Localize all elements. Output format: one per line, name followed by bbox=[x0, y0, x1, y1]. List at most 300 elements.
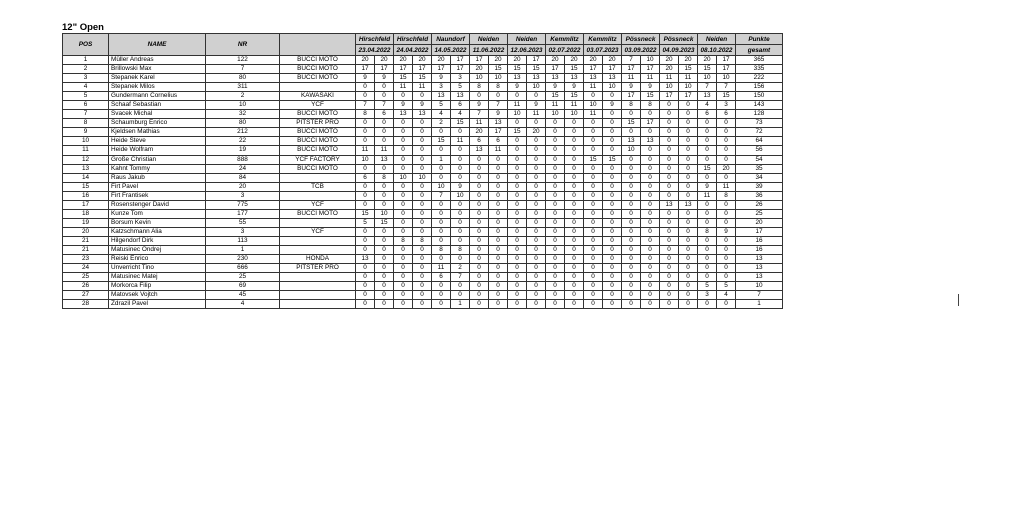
cell-name: Kunze Tom bbox=[109, 209, 206, 218]
cell-score: 20 bbox=[679, 56, 698, 65]
cell-score: 8 bbox=[394, 236, 413, 245]
cell-total: 16 bbox=[736, 236, 783, 245]
cell-score: 0 bbox=[375, 255, 394, 264]
cell-score: 7 bbox=[698, 83, 717, 92]
cell-score: 0 bbox=[451, 164, 470, 173]
cell-score: 17 bbox=[451, 56, 470, 65]
cell-score: 0 bbox=[375, 200, 394, 209]
cell-score: 0 bbox=[717, 200, 736, 209]
cell-score: 11 bbox=[527, 110, 546, 119]
cell-score: 0 bbox=[565, 119, 584, 128]
cell-score: 0 bbox=[679, 236, 698, 245]
cell-score: 0 bbox=[356, 227, 375, 236]
cell-team: PITSTER PRO bbox=[280, 264, 356, 273]
cell-score: 4 bbox=[717, 291, 736, 300]
cell-score: 0 bbox=[565, 300, 584, 309]
cell-score: 0 bbox=[451, 200, 470, 209]
cell-team: HONDA bbox=[280, 255, 356, 264]
cell-score: 0 bbox=[394, 218, 413, 227]
cell-score: 0 bbox=[546, 273, 565, 282]
cell-score: 1 bbox=[432, 155, 451, 164]
cell-total: 34 bbox=[736, 173, 783, 182]
cell-score: 0 bbox=[622, 218, 641, 227]
cell-score: 0 bbox=[394, 264, 413, 273]
cell-score: 17 bbox=[432, 65, 451, 74]
cell-score: 0 bbox=[413, 164, 432, 173]
cell-total: 1 bbox=[736, 300, 783, 309]
cell-score: 0 bbox=[375, 128, 394, 137]
cell-score: 0 bbox=[546, 264, 565, 273]
cell-score: 0 bbox=[622, 255, 641, 264]
cell-score: 0 bbox=[622, 209, 641, 218]
cell-score: 10 bbox=[470, 74, 489, 83]
cell-score: 0 bbox=[584, 164, 603, 173]
cell-score: 10 bbox=[622, 146, 641, 155]
header-event-place: Pössneck bbox=[660, 34, 698, 45]
cell-score: 0 bbox=[470, 236, 489, 245]
cell-score: 0 bbox=[546, 119, 565, 128]
cell-score: 0 bbox=[413, 155, 432, 164]
cell-score: 0 bbox=[394, 291, 413, 300]
cell-score: 0 bbox=[470, 264, 489, 273]
cell-score: 13 bbox=[413, 110, 432, 119]
cell-team: BUCCI MOTO bbox=[280, 110, 356, 119]
cell-score: 9 bbox=[508, 83, 527, 92]
cell-score: 0 bbox=[698, 128, 717, 137]
results-table-container bbox=[62, 33, 783, 309]
cell-score: 0 bbox=[432, 200, 451, 209]
cell-name: Heide Steve bbox=[109, 137, 206, 146]
cell-score: 0 bbox=[565, 209, 584, 218]
cell-score: 0 bbox=[660, 137, 679, 146]
cell-score: 20 bbox=[660, 56, 679, 65]
cell-score: 0 bbox=[356, 236, 375, 245]
cell-score: 0 bbox=[527, 92, 546, 101]
header-nr: NR bbox=[206, 34, 280, 56]
cell-score: 0 bbox=[679, 182, 698, 191]
cell-score: 17 bbox=[717, 56, 736, 65]
cell-score: 0 bbox=[584, 92, 603, 101]
cell-score: 0 bbox=[603, 245, 622, 254]
cell-team bbox=[280, 245, 356, 254]
cell-score: 10 bbox=[356, 155, 375, 164]
cell-score: 15 bbox=[546, 92, 565, 101]
cell-score: 0 bbox=[394, 209, 413, 218]
cell-name: Unverricht Tino bbox=[109, 264, 206, 273]
cell-score: 0 bbox=[565, 291, 584, 300]
table-row bbox=[63, 255, 783, 264]
cell-score: 15 bbox=[375, 218, 394, 227]
cell-score: 0 bbox=[717, 255, 736, 264]
cell-score: 0 bbox=[717, 245, 736, 254]
table-row bbox=[63, 273, 783, 282]
cell-score: 0 bbox=[641, 273, 660, 282]
cell-score: 0 bbox=[527, 245, 546, 254]
cell-nr: 55 bbox=[206, 218, 280, 227]
cell-pos: 10 bbox=[63, 137, 109, 146]
table-row bbox=[63, 300, 783, 309]
cell-score: 0 bbox=[603, 236, 622, 245]
cell-score: 0 bbox=[679, 218, 698, 227]
cell-team: KAWASAKI bbox=[280, 92, 356, 101]
cell-score: 0 bbox=[451, 173, 470, 182]
cell-score: 0 bbox=[508, 209, 527, 218]
cell-score: 0 bbox=[717, 173, 736, 182]
cell-score: 0 bbox=[470, 173, 489, 182]
cell-name: Stepanek Karel bbox=[109, 74, 206, 83]
cell-score: 0 bbox=[470, 300, 489, 309]
cell-score: 13 bbox=[451, 92, 470, 101]
table-row bbox=[63, 182, 783, 191]
cell-score: 20 bbox=[356, 56, 375, 65]
cell-score: 0 bbox=[546, 218, 565, 227]
cell-score: 15 bbox=[508, 65, 527, 74]
cell-score: 0 bbox=[451, 255, 470, 264]
cell-score: 0 bbox=[489, 255, 508, 264]
cell-score: 11 bbox=[565, 101, 584, 110]
cell-score: 0 bbox=[432, 291, 451, 300]
cell-score: 0 bbox=[470, 209, 489, 218]
cell-score: 0 bbox=[584, 128, 603, 137]
cell-score: 0 bbox=[508, 264, 527, 273]
cell-score: 0 bbox=[527, 137, 546, 146]
cell-score: 0 bbox=[375, 291, 394, 300]
cell-score: 15 bbox=[565, 92, 584, 101]
cell-score: 7 bbox=[356, 101, 375, 110]
cell-score: 5 bbox=[698, 282, 717, 291]
cell-score: 0 bbox=[508, 300, 527, 309]
cell-score: 7 bbox=[622, 56, 641, 65]
cell-score: 10 bbox=[660, 83, 679, 92]
cell-score: 0 bbox=[679, 255, 698, 264]
cell-score: 0 bbox=[470, 227, 489, 236]
cell-nr: 69 bbox=[206, 282, 280, 291]
cell-score: 15 bbox=[394, 74, 413, 83]
cell-score: 15 bbox=[641, 92, 660, 101]
cell-score: 3 bbox=[451, 74, 470, 83]
cell-score: 20 bbox=[565, 56, 584, 65]
header-event-place: Neiden bbox=[698, 34, 736, 45]
cell-score: 0 bbox=[394, 155, 413, 164]
cell-score: 6 bbox=[451, 101, 470, 110]
cell-total: 73 bbox=[736, 119, 783, 128]
cell-score: 0 bbox=[679, 300, 698, 309]
cell-score: 10 bbox=[641, 56, 660, 65]
cell-score: 0 bbox=[470, 155, 489, 164]
cell-name: Brillowski Max bbox=[109, 65, 206, 74]
table-row bbox=[63, 282, 783, 291]
cell-score: 20 bbox=[527, 128, 546, 137]
cell-score: 0 bbox=[641, 264, 660, 273]
cell-pos: 20 bbox=[63, 227, 109, 236]
cell-nr: 311 bbox=[206, 83, 280, 92]
header-event-date: 02.07.2022 bbox=[546, 45, 584, 56]
cell-score: 0 bbox=[413, 182, 432, 191]
cell-score: 20 bbox=[698, 56, 717, 65]
cell-score: 0 bbox=[432, 282, 451, 291]
cell-score: 0 bbox=[375, 300, 394, 309]
cell-pos: 21 bbox=[63, 236, 109, 245]
cell-score: 0 bbox=[432, 218, 451, 227]
table-row bbox=[63, 236, 783, 245]
cell-score: 0 bbox=[489, 182, 508, 191]
table-row bbox=[63, 56, 783, 65]
cell-score: 0 bbox=[527, 164, 546, 173]
cell-score: 0 bbox=[527, 218, 546, 227]
cell-pos: 19 bbox=[63, 218, 109, 227]
table-row bbox=[63, 164, 783, 173]
cell-score: 0 bbox=[603, 182, 622, 191]
cell-score: 0 bbox=[565, 164, 584, 173]
cell-score: 0 bbox=[451, 218, 470, 227]
cell-score: 13 bbox=[470, 146, 489, 155]
cell-score: 0 bbox=[451, 236, 470, 245]
cell-score: 2 bbox=[451, 264, 470, 273]
cell-score: 0 bbox=[394, 182, 413, 191]
cell-score: 0 bbox=[508, 200, 527, 209]
cell-score: 17 bbox=[375, 65, 394, 74]
cell-score: 0 bbox=[679, 128, 698, 137]
cell-score: 0 bbox=[432, 146, 451, 155]
cell-score: 0 bbox=[432, 173, 451, 182]
cell-score: 0 bbox=[584, 291, 603, 300]
cell-pos: 12 bbox=[63, 155, 109, 164]
cell-score: 6 bbox=[717, 110, 736, 119]
cell-score: 0 bbox=[603, 191, 622, 200]
cell-score: 10 bbox=[698, 74, 717, 83]
cell-score: 0 bbox=[565, 227, 584, 236]
cell-score: 0 bbox=[394, 200, 413, 209]
results-table bbox=[62, 33, 783, 309]
cell-score: 0 bbox=[413, 291, 432, 300]
table-row bbox=[63, 191, 783, 200]
cell-score: 0 bbox=[603, 209, 622, 218]
cell-team: YCF FACTORY bbox=[280, 155, 356, 164]
cell-score: 0 bbox=[603, 273, 622, 282]
cell-score: 17 bbox=[622, 92, 641, 101]
cell-score: 0 bbox=[470, 182, 489, 191]
cell-score: 0 bbox=[508, 137, 527, 146]
cell-name: Hilgendorf Dirk bbox=[109, 236, 206, 245]
cell-team: YCF bbox=[280, 101, 356, 110]
cell-score: 0 bbox=[527, 236, 546, 245]
cell-score: 0 bbox=[698, 236, 717, 245]
cell-score: 9 bbox=[717, 227, 736, 236]
cell-score: 0 bbox=[413, 200, 432, 209]
cell-score: 10 bbox=[451, 191, 470, 200]
cell-score: 8 bbox=[413, 236, 432, 245]
cell-name: Gundermann Cornelius bbox=[109, 92, 206, 101]
cell-score: 0 bbox=[622, 273, 641, 282]
cell-name: Schaumburg Enrico bbox=[109, 119, 206, 128]
cell-score: 11 bbox=[451, 137, 470, 146]
cell-score: 0 bbox=[527, 191, 546, 200]
cell-score: 0 bbox=[451, 291, 470, 300]
cell-score: 20 bbox=[546, 56, 565, 65]
cell-score: 15 bbox=[508, 128, 527, 137]
cell-score: 0 bbox=[717, 155, 736, 164]
cell-score: 5 bbox=[356, 218, 375, 227]
cell-score: 8 bbox=[641, 101, 660, 110]
cell-score: 0 bbox=[698, 137, 717, 146]
cell-score: 0 bbox=[394, 255, 413, 264]
cell-score: 0 bbox=[584, 200, 603, 209]
cell-score: 0 bbox=[641, 173, 660, 182]
table-row bbox=[63, 173, 783, 182]
cell-score: 0 bbox=[432, 209, 451, 218]
cell-score: 0 bbox=[717, 146, 736, 155]
cell-score: 0 bbox=[527, 264, 546, 273]
cell-score: 0 bbox=[660, 282, 679, 291]
cell-score: 11 bbox=[394, 83, 413, 92]
cell-total: 143 bbox=[736, 101, 783, 110]
cell-nr: 80 bbox=[206, 119, 280, 128]
cell-score: 0 bbox=[565, 155, 584, 164]
cell-score: 2 bbox=[432, 119, 451, 128]
cell-score: 0 bbox=[489, 236, 508, 245]
cell-pos: 3 bbox=[63, 74, 109, 83]
cell-score: 0 bbox=[603, 282, 622, 291]
cell-score: 0 bbox=[394, 146, 413, 155]
cell-score: 0 bbox=[489, 155, 508, 164]
cell-score: 0 bbox=[356, 282, 375, 291]
header-event-date: 12.06.2023 bbox=[508, 45, 546, 56]
cell-score: 0 bbox=[698, 245, 717, 254]
cell-score: 0 bbox=[394, 227, 413, 236]
cell-pos: 13 bbox=[63, 164, 109, 173]
cell-pos: 24 bbox=[63, 264, 109, 273]
cell-score: 10 bbox=[679, 83, 698, 92]
cell-score: 0 bbox=[470, 200, 489, 209]
cell-total: 54 bbox=[736, 155, 783, 164]
cell-score: 0 bbox=[660, 227, 679, 236]
cell-score: 7 bbox=[432, 191, 451, 200]
cell-score: 0 bbox=[679, 101, 698, 110]
cell-score: 0 bbox=[641, 236, 660, 245]
cell-total: 222 bbox=[736, 74, 783, 83]
cell-score: 0 bbox=[641, 164, 660, 173]
cell-score: 7 bbox=[489, 101, 508, 110]
cell-score: 0 bbox=[489, 218, 508, 227]
cell-score: 20 bbox=[717, 164, 736, 173]
cell-score: 0 bbox=[508, 273, 527, 282]
cell-score: 0 bbox=[394, 282, 413, 291]
cell-total: 7 bbox=[736, 291, 783, 300]
cell-score: 13 bbox=[641, 137, 660, 146]
cell-score: 0 bbox=[565, 191, 584, 200]
cell-name: Matusinec Matej bbox=[109, 273, 206, 282]
cell-team bbox=[280, 191, 356, 200]
cell-score: 0 bbox=[603, 92, 622, 101]
cell-score: 11 bbox=[470, 119, 489, 128]
cell-pos: 5 bbox=[63, 92, 109, 101]
cell-score: 0 bbox=[413, 119, 432, 128]
cell-score: 0 bbox=[565, 128, 584, 137]
cell-score: 0 bbox=[698, 146, 717, 155]
cell-score: 0 bbox=[356, 128, 375, 137]
cell-score: 0 bbox=[584, 137, 603, 146]
cell-score: 0 bbox=[660, 264, 679, 273]
cell-score: 0 bbox=[679, 291, 698, 300]
table-row bbox=[63, 245, 783, 254]
cell-score: 11 bbox=[717, 182, 736, 191]
cell-score: 0 bbox=[565, 218, 584, 227]
cell-score: 0 bbox=[622, 282, 641, 291]
cell-total: 150 bbox=[736, 92, 783, 101]
cell-total: 16 bbox=[736, 245, 783, 254]
table-row bbox=[63, 155, 783, 164]
cell-team: BUCCI MOTO bbox=[280, 65, 356, 74]
cell-score: 0 bbox=[546, 245, 565, 254]
header-total-line1: Punkte bbox=[736, 34, 783, 45]
cell-score: 15 bbox=[356, 209, 375, 218]
cell-score: 0 bbox=[527, 273, 546, 282]
cell-score: 0 bbox=[527, 155, 546, 164]
cell-score: 0 bbox=[356, 83, 375, 92]
cell-name: Müller Andreas bbox=[109, 56, 206, 65]
cell-score: 0 bbox=[375, 119, 394, 128]
cell-score: 0 bbox=[622, 227, 641, 236]
cell-nr: 113 bbox=[206, 236, 280, 245]
cell-score: 9 bbox=[641, 83, 660, 92]
cell-score: 11 bbox=[698, 191, 717, 200]
cell-score: 11 bbox=[660, 74, 679, 83]
header-event-date: 04.09.2023 bbox=[660, 45, 698, 56]
cell-score: 0 bbox=[413, 227, 432, 236]
cell-team: BUCCI MOTO bbox=[280, 56, 356, 65]
cell-score: 0 bbox=[527, 227, 546, 236]
cell-team bbox=[280, 282, 356, 291]
cell-pos: 28 bbox=[63, 300, 109, 309]
cell-score: 13 bbox=[432, 92, 451, 101]
cell-score: 0 bbox=[546, 128, 565, 137]
cell-score: 20 bbox=[394, 56, 413, 65]
cell-score: 0 bbox=[679, 191, 698, 200]
cell-score: 0 bbox=[622, 200, 641, 209]
cell-score: 10 bbox=[432, 182, 451, 191]
cell-score: 9 bbox=[375, 74, 394, 83]
cell-nr: 666 bbox=[206, 264, 280, 273]
cell-score: 0 bbox=[546, 300, 565, 309]
cell-score: 0 bbox=[679, 209, 698, 218]
cell-nr: 80 bbox=[206, 74, 280, 83]
cell-score: 0 bbox=[432, 164, 451, 173]
cell-pos: 11 bbox=[63, 146, 109, 155]
cell-total: 128 bbox=[736, 110, 783, 119]
header-event-place: Hirschfeld bbox=[394, 34, 432, 45]
cell-score: 17 bbox=[660, 92, 679, 101]
cell-score: 0 bbox=[660, 173, 679, 182]
cell-score: 0 bbox=[679, 137, 698, 146]
header-event-date: 03.07.2023 bbox=[584, 45, 622, 56]
document-title: 12" Open bbox=[62, 22, 104, 33]
cell-score: 0 bbox=[679, 155, 698, 164]
cell-score: 0 bbox=[717, 300, 736, 309]
cell-pos: 9 bbox=[63, 128, 109, 137]
cell-pos: 6 bbox=[63, 101, 109, 110]
table-row bbox=[63, 119, 783, 128]
cell-score: 0 bbox=[641, 245, 660, 254]
cell-score: 3 bbox=[432, 83, 451, 92]
cell-score: 0 bbox=[375, 137, 394, 146]
cell-nr: 177 bbox=[206, 209, 280, 218]
cell-score: 7 bbox=[717, 83, 736, 92]
cell-score: 0 bbox=[660, 245, 679, 254]
cell-score: 17 bbox=[622, 65, 641, 74]
cell-score: 0 bbox=[565, 255, 584, 264]
cell-score: 0 bbox=[375, 245, 394, 254]
cell-score: 0 bbox=[394, 164, 413, 173]
